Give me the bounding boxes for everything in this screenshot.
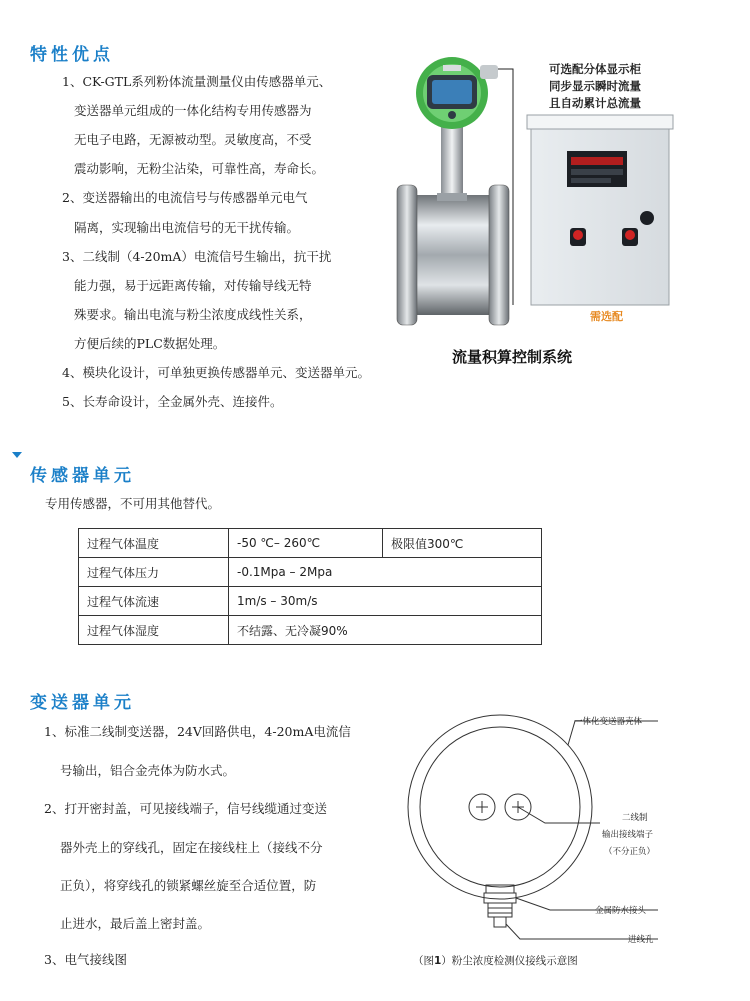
feature-line: 变送器单元组成的一体化结构专用传感器为 [74, 103, 312, 118]
product-caption: 流量积算控制系统 [452, 348, 573, 366]
callout-line: 且自动累计总流量 [549, 96, 641, 110]
waterproof-label: 金属防水接头 [595, 906, 647, 916]
terminal-label-3: （不分正负） [604, 847, 656, 857]
feature-line: 震动影响，无粉尘沾染，可靠性高，寿命长。 [74, 161, 325, 176]
feature-line: 5、长寿命设计，全金属外壳、连接件。 [62, 394, 283, 409]
table-row [79, 558, 542, 587]
callout-line: 同步显示瞬时流量 [549, 79, 641, 93]
row-value: -0.1Mpa – 2Mpa [229, 558, 542, 587]
row-label: 过程气体温度 [79, 529, 229, 558]
transmitter-line: 2、打开密封盖，可见接线端子，信号线缆通过变送 [44, 801, 327, 816]
terminal-label-2: 输出接线端子 [602, 830, 654, 840]
feature-line: 方便后续的PLC数据处理。 [74, 336, 226, 351]
transmitter-title: 变送器单元 [30, 693, 135, 713]
inlet-label: 进线孔 [628, 935, 654, 945]
housing-label: 一体化变送器壳体 [574, 717, 643, 727]
transmitter-line: 器外壳上的穿线孔，固定在接线柱上（接线不分 [60, 840, 323, 855]
transmitter-line: 正负），将穿线孔的锁紧螺丝旋至合适位置，防 [60, 878, 317, 893]
wiring-diagram [400, 695, 740, 960]
caption-number: 1 [434, 955, 442, 967]
row-value: 1m/s – 30m/s [229, 587, 542, 616]
sensor-title: 传感器单元 [30, 466, 135, 486]
transmitter-line: 3、电气接线图 [44, 952, 127, 967]
sensor-spec-table [78, 528, 542, 645]
feature-line: 能力强，易于远距离传输，对传输导线无特 [74, 278, 312, 293]
row-extra: 极限值300℃ [383, 529, 542, 558]
feature-line: 1、CK-GTL系列粉体流量测量仪由传感器单元、 [62, 74, 332, 89]
diagram-caption [413, 953, 578, 968]
sensor-note: 专用传感器，不可用其他替代。 [45, 496, 221, 511]
feature-line: 4、模块化设计，可单独更换传感器单元、变送器单元。 [62, 365, 370, 380]
terminal-label-1: 二线制 [622, 813, 648, 823]
row-value: 不结露、无冷凝90% [229, 616, 542, 645]
feature-line: 2、变送器输出的电流信号与传感器单元电气 [62, 190, 308, 205]
table-row [79, 587, 542, 616]
table-row [79, 529, 542, 558]
optional-label: 需选配 [590, 310, 623, 323]
features-title: 特性优点 [30, 45, 114, 65]
transmitter-line: 号输出，铝合金壳体为防水式。 [60, 763, 236, 778]
row-label: 过程气体湿度 [79, 616, 229, 645]
feature-line: 殊要求。输出电流与粉尘浓度成线性关系， [74, 307, 312, 322]
transmitter-line: 止进水，最后盖上密封盖。 [60, 916, 211, 931]
cabinet-callout [549, 61, 641, 112]
caption-suffix: ）粉尘浓度检测仪接线示意图 [441, 955, 578, 967]
feature-line: 3、二线制（4-20mA）电流信号生输出，抗干扰 [62, 249, 332, 264]
feature-line: 隔离，实现输出电流信号的无干扰传输。 [74, 220, 300, 235]
section-marker-icon [12, 452, 22, 462]
table-row [79, 616, 542, 645]
feature-line: 无电子电路，无源被动型。灵敏度高，不受 [74, 132, 312, 147]
callout-line: 可选配分体显示柜 [549, 62, 641, 76]
transmitter-line: 1、标准二线制变送器，24V回路供电，4-20mA电流信 [44, 724, 351, 739]
row-label: 过程气体流速 [79, 587, 229, 616]
row-label: 过程气体压力 [79, 558, 229, 587]
row-value: -50 ℃– 260℃ [229, 529, 383, 558]
caption-prefix: （图 [413, 955, 434, 967]
